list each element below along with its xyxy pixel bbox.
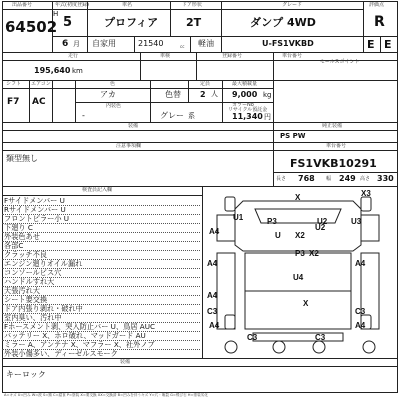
- keys-label: 装備: [120, 359, 131, 365]
- body-color: アカ: [100, 90, 116, 99]
- shift-label: シフト: [6, 81, 22, 87]
- damage-legend: A=キズ U=凹み W=波 S=錆 C=腐食 P=塗装 X=要交換 XX=交換済 B=凹みを伴うキズ Y=穴・亀裂 G=飛び石 H=塗装劣化: [4, 393, 208, 397]
- rule: [196, 52, 197, 80]
- shift: F7: [7, 97, 20, 107]
- condition-item: 各部C: [4, 241, 24, 250]
- max-load: 9,000: [232, 90, 258, 99]
- condition-item: 下廻り C: [4, 223, 33, 232]
- rule: [273, 52, 274, 80]
- rule: [221, 1, 222, 52]
- oem-equipment: PS PW: [280, 132, 306, 140]
- dotted-rule: [2, 241, 200, 242]
- rule: [190, 36, 191, 52]
- length-label: 長さ: [276, 176, 287, 182]
- recycle-fee: 11,340: [232, 112, 263, 121]
- damage-mark: P3: [267, 217, 277, 226]
- grade-label: グレード: [282, 2, 303, 8]
- damage-mark: U4: [293, 273, 304, 282]
- doors-label: ドア形状: [182, 2, 202, 8]
- recycle-label: リサイクル預託金: [228, 107, 268, 113]
- color-change: 色替: [165, 90, 181, 99]
- score-label: 評価点: [369, 2, 385, 8]
- condition-item: クラッチ不良: [4, 250, 47, 259]
- ac-label: エアコン: [31, 81, 51, 87]
- rule: [273, 172, 398, 173]
- damage-mark: U1: [233, 213, 244, 222]
- rule: [29, 80, 30, 122]
- rule: [2, 88, 273, 89]
- displacement: 21540: [138, 39, 164, 48]
- lot-number: 64502: [5, 18, 58, 36]
- drivetrain-label: 車台番号: [282, 53, 303, 59]
- rule: [170, 1, 171, 36]
- interior-color: グレー: [160, 111, 184, 120]
- rule: [150, 80, 151, 122]
- dash: -: [82, 111, 85, 120]
- equipment-label: 装備: [128, 123, 139, 129]
- exterior-score: E: [384, 38, 392, 51]
- color-code-label: カラーNo: [232, 102, 254, 108]
- rule: [134, 36, 135, 52]
- condition-item: 天張汚れ大: [4, 286, 40, 295]
- condition-item: ハンドルすれ大: [4, 277, 55, 286]
- month-unit: 月: [73, 40, 80, 48]
- rule: [188, 80, 189, 102]
- damage-mark: A4: [209, 321, 220, 330]
- chassis-label: 車台番号: [326, 143, 347, 149]
- cc-unit: cc: [180, 44, 185, 49]
- mileage-unit: km: [72, 67, 83, 75]
- condition-item: フロントピラー小 U: [4, 214, 70, 223]
- grade: ダンプ 4WD: [250, 16, 316, 29]
- rule: [52, 36, 363, 37]
- capacity-label: 定員: [200, 81, 211, 87]
- capacity-unit: 人: [211, 90, 218, 98]
- door-type: 2T: [186, 16, 202, 29]
- oem-equipment-label: 純正装備: [322, 123, 343, 129]
- fuel: 軽油: [198, 39, 214, 48]
- notes: 類型無し: [6, 154, 38, 163]
- rule: [2, 366, 398, 367]
- length: 768: [298, 174, 315, 183]
- damage-mark: X: [295, 193, 301, 202]
- ac: AC: [32, 97, 46, 107]
- condition-item: シート要交換: [4, 295, 48, 304]
- interior-score: E: [367, 38, 375, 51]
- model-code: U-FS1VKBD: [262, 39, 314, 48]
- use-type: 自家用: [92, 39, 116, 48]
- rule: [222, 80, 223, 122]
- inspector-label: 検査員記入欄: [82, 187, 113, 193]
- damage-mark: U3: [351, 217, 362, 226]
- chassis-number: FS1VKB10291: [290, 157, 377, 170]
- width-label: 幅: [326, 176, 332, 182]
- notes-label: 注意事項欄: [116, 143, 142, 149]
- rule: [380, 36, 381, 52]
- condition-item: 外装色あせ: [4, 232, 40, 241]
- interior-unit: 系: [188, 112, 195, 120]
- damage-mark: A4: [355, 259, 366, 268]
- damage-mark: A4: [207, 259, 218, 268]
- height-label: 高さ: [360, 176, 371, 182]
- damage-mark: C3: [207, 307, 218, 316]
- rule: [2, 52, 398, 53]
- keys: キーロック: [6, 370, 46, 379]
- damage-mark: X2: [295, 231, 305, 240]
- mileage-label: 走行: [68, 53, 79, 59]
- rule: [2, 130, 398, 131]
- diagram-marks: [203, 187, 398, 358]
- damage-mark: X: [303, 299, 309, 308]
- rule: [273, 80, 274, 122]
- rule: [75, 80, 76, 122]
- registration-label: 登録番号: [222, 53, 243, 59]
- overall-score: R: [374, 14, 385, 30]
- lot-label: 出品番号: [12, 2, 33, 8]
- damage-mark: A4: [209, 227, 220, 236]
- condition-item: ドア内張り剥れ・破れ中: [4, 304, 83, 313]
- interior-color-label: 内装色: [106, 103, 122, 109]
- rule: [363, 1, 364, 52]
- capacity: 2: [200, 90, 206, 99]
- rule: [273, 122, 274, 142]
- sales-point-label: セールスポイント: [320, 59, 360, 65]
- era: H: [53, 10, 59, 18]
- damage-mark: U: [275, 231, 281, 240]
- year-label: 年式(初度登録): [55, 2, 89, 8]
- damage-mark: X2: [309, 249, 319, 258]
- recycle-unit: 円: [264, 113, 271, 121]
- month: 6: [62, 39, 69, 49]
- condition-item: ミラー A、アンテナ X、マフラー X、社外ノブ: [4, 340, 155, 349]
- load-label: 最大積載量: [232, 81, 258, 87]
- rule: [273, 142, 274, 186]
- condition-item: エンジン廻りオイル漏れ: [4, 259, 83, 268]
- load-unit: kg: [263, 91, 272, 99]
- damage-mark: A4: [207, 291, 218, 300]
- damage-mark: X3: [361, 189, 371, 198]
- condition-item: Fホースメント剥、突入防止バー U、鳥居 AUC: [4, 322, 155, 331]
- rule: [140, 52, 141, 80]
- rule: [2, 150, 398, 151]
- condition-list: [0, 196, 202, 358]
- width: 249: [339, 174, 356, 183]
- damage-mark: U2: [317, 217, 328, 226]
- rule: [87, 1, 88, 52]
- condition-item: バッテリー X、ホロ破れ、マッドガード AU: [4, 331, 146, 340]
- damage-mark: C3: [315, 333, 326, 342]
- condition-item: Fサイドメンバー U: [4, 196, 65, 205]
- damage-mark: C3: [247, 333, 258, 342]
- model-label: 車名: [122, 2, 133, 8]
- color-label: 色: [110, 81, 116, 87]
- model-year: 5: [63, 15, 73, 30]
- rule: [52, 80, 53, 122]
- condition-item: 外装小傷多い、ディーゼルスモーク: [4, 349, 118, 358]
- model-name: プロフィア: [104, 16, 159, 29]
- mileage: 195,640: [34, 66, 71, 75]
- condition-item: 室内臭い、汚れ中: [4, 313, 62, 322]
- condition-item: コンソールビス穴: [4, 268, 62, 277]
- rule: [2, 358, 398, 359]
- damage-mark: U2: [315, 223, 326, 232]
- damage-mark: C3: [355, 307, 366, 316]
- height: 330: [377, 174, 394, 183]
- inspection-label: 車検: [160, 53, 171, 59]
- damage-mark: P3: [295, 249, 305, 258]
- condition-item: Rサイドメンバー U: [4, 205, 66, 214]
- damage-mark: A4: [355, 321, 366, 330]
